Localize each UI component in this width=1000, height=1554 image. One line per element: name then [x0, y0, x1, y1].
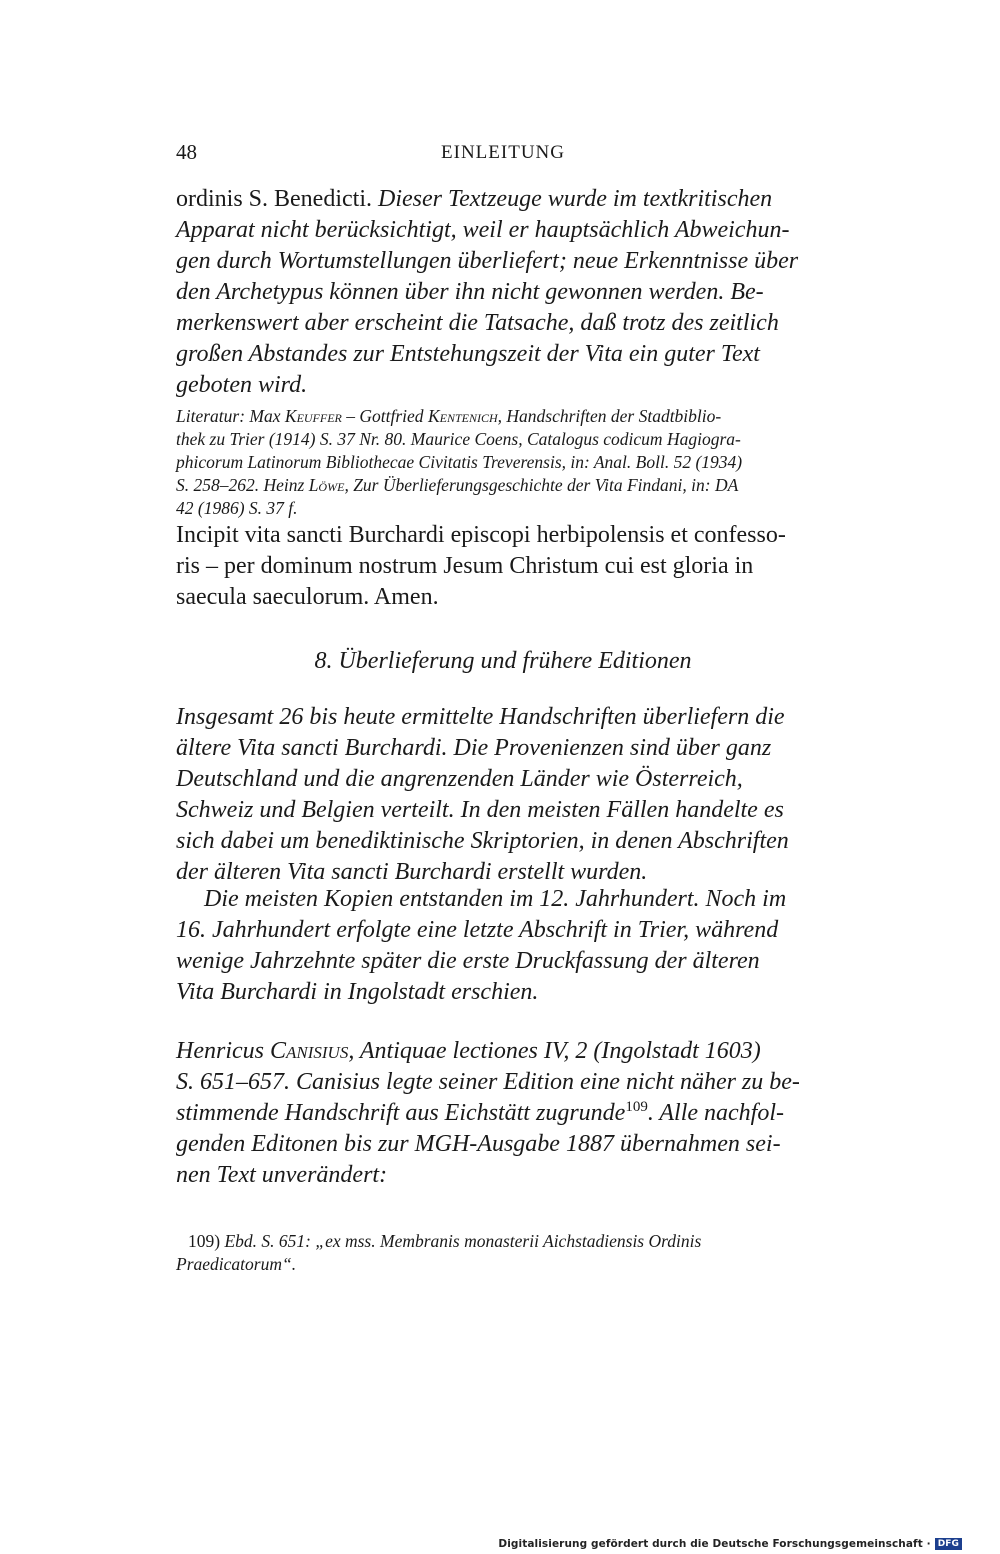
- text-line: der älteren Vita sancti Burchardi erstellt wurden.: [176, 859, 648, 885]
- text-span: Dieser Textzeuge wurde im textkritischen: [377, 186, 773, 212]
- text-line: Insgesamt 26 bis heute ermittelte Handschriften überliefern die: [176, 704, 785, 730]
- footnote-marker: 109: [625, 1099, 648, 1115]
- text-span: . Alle nachfol-: [647, 1100, 785, 1126]
- author-name: Keuffer: [284, 406, 342, 426]
- text-line: S. 651–657. Canisius legte seiner Edition eine nicht näher zu be-: [176, 1069, 800, 1095]
- text-line: Schweiz und Belgien verteilt. In den meisten Fällen handelte es: [176, 797, 784, 823]
- incipit-line: Incipit vita sancti Burchardi episcopi herbipolensis et confesso-: [176, 522, 786, 548]
- text-span: ordinis S. Benedicti.: [176, 186, 378, 212]
- text-span: – Gottfried: [341, 406, 428, 426]
- text-line: wenige Jahrzehnte später die erste Druckfassung der älteren: [176, 948, 760, 974]
- text-line: Deutschland und die angrenzenden Länder wie Österreich,: [176, 766, 743, 792]
- running-title: EINLEITUNG: [441, 142, 565, 163]
- text-line: ältere Vita sancti Burchardi. Die Provenienzen sind über ganz: [176, 735, 772, 761]
- text-line: geboten wird.: [176, 372, 308, 398]
- text-line: großen Abstandes zur Entstehungszeit der Vita ein guter Text: [176, 341, 760, 367]
- literature-line: [176, 475, 738, 496]
- author-name: Löwe: [308, 475, 345, 495]
- footnote-line: [188, 1231, 701, 1252]
- text-line: Die meisten Kopien entstanden im 12. Jahrhundert. Noch im: [204, 886, 787, 912]
- footnote-number: 109): [188, 1231, 225, 1251]
- text-line: [176, 1100, 784, 1127]
- text-span: Literatur: Max: [176, 406, 285, 426]
- page-header: [176, 140, 830, 170]
- page-number: 48: [176, 140, 197, 164]
- text-span: , Zur Überlieferungsgeschichte der Vita Findani, in: DA: [344, 475, 739, 495]
- author-name: Canisius: [269, 1038, 349, 1064]
- incipit-line: saecula saeculorum. Amen.: [176, 584, 439, 610]
- dfg-logo: DFG: [935, 1538, 962, 1550]
- text-line: gen durch Wortumstellungen überliefert; neue Erkenntnisse über: [176, 248, 799, 274]
- text-line: genden Editonen bis zur MGH-Ausgabe 1887 übernahmen sei-: [176, 1131, 781, 1157]
- text-line: 16. Jahrhundert erfolgte eine letzte Abschrift in Trier, während: [176, 917, 779, 943]
- text-line: merkenswert aber erscheint die Tatsache, daß trotz des zeitlich: [176, 310, 779, 336]
- text-line: sich dabei um benediktinische Skriptorien, in denen Abschriften: [176, 828, 789, 854]
- literature-line: phicorum Latinorum Bibliothecae Civitatis Treverensis, in: Anal. Boll. 52 (1934): [176, 452, 743, 472]
- text-line: nen Text unverändert:: [176, 1162, 388, 1188]
- credit-text: Digitalisierung gefördert durch die Deutsche Forschungsgemeinschaft ·: [498, 1538, 931, 1550]
- author-name: Kentenich: [427, 406, 498, 426]
- text-line: den Archetypus können über ihn nicht gewonnen werden. Be-: [176, 279, 764, 305]
- incipit-line: ris – per dominum nostrum Jesum Christum cui est gloria in: [176, 553, 754, 579]
- text-line: [176, 186, 772, 213]
- literature-line: [176, 406, 721, 427]
- text-span: S. 258–262. Heinz: [176, 475, 309, 495]
- literature-line: 42 (1986) S. 37 f.: [176, 498, 298, 518]
- text-line: Vita Burchardi in Ingolstadt erschien.: [176, 979, 539, 1005]
- footnote-line: Praedicatorum“.: [176, 1254, 297, 1274]
- section-title: 8. Überlieferung und frühere Editionen: [314, 648, 692, 674]
- text-span: stimmende Handschrift aus Eichstätt zugrunde: [176, 1100, 626, 1126]
- text-span: , Antiquae lectiones IV, 2 (Ingolstadt 1603): [348, 1038, 761, 1064]
- literature-line: thek zu Trier (1914) S. 37 Nr. 80. Maurice Coens, Catalogus codicum Hagiogra-: [176, 429, 741, 449]
- text-span: Ebd. S. 651: „ex mss. Membranis monasterii Aichstadiensis Ordinis: [224, 1231, 702, 1251]
- text-span: , Handschriften der Stadtbiblio-: [497, 406, 722, 426]
- text-line: [176, 1038, 761, 1065]
- digitization-credit: [498, 1538, 962, 1550]
- text-span: Henricus: [176, 1038, 270, 1064]
- text-line: Apparat nicht berücksichtigt, weil er hauptsächlich Abweichun-: [176, 217, 790, 243]
